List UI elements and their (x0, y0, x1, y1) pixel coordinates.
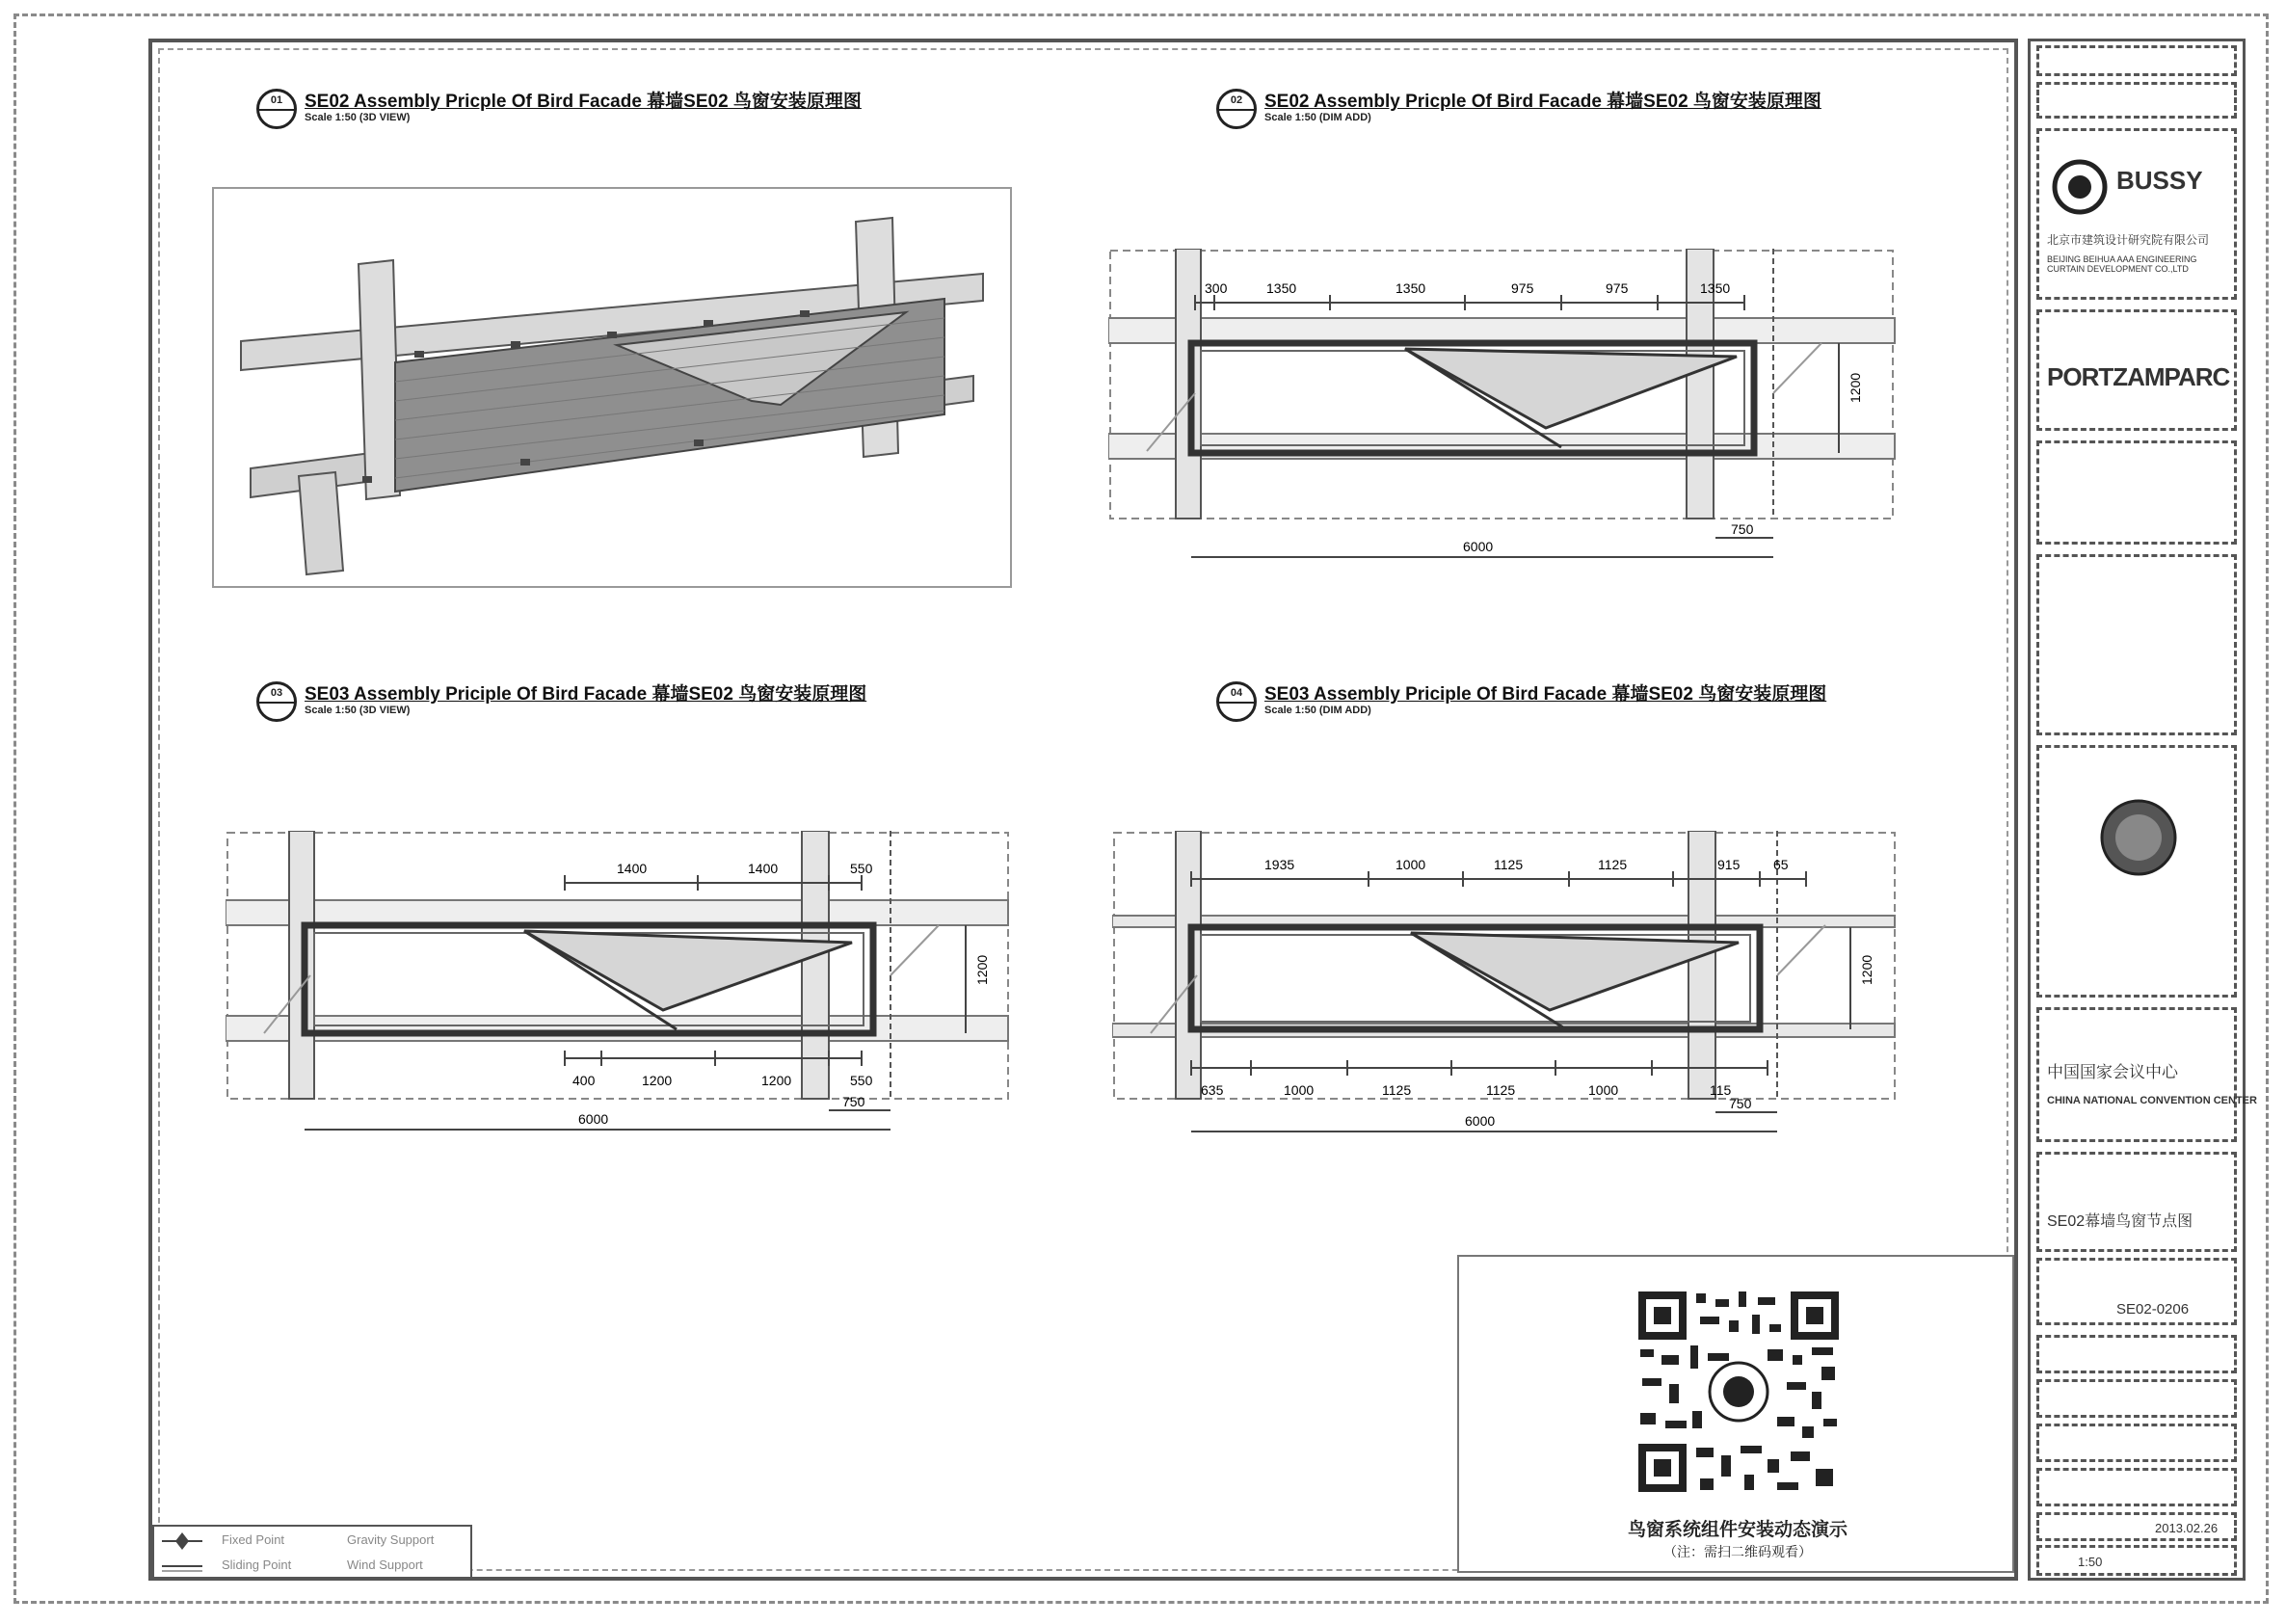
view-4-dim-top-2: 1000 (1396, 857, 1426, 872)
view-4-elevation (1112, 831, 1931, 1149)
view-2-dim-bottom-right: 750 (1731, 521, 1754, 537)
tb-consultant-cell (2036, 440, 2237, 545)
view-4-dim-bottom-right: 750 (1729, 1096, 1752, 1111)
view-3-dim-bottom: 6000 (578, 1111, 609, 1127)
view-1-3d-drawing (212, 187, 1012, 588)
view-3-dim-bottom-3: 1200 (761, 1073, 792, 1088)
drawing-date: 2013.02.26 (2155, 1521, 2219, 1535)
view-1-marker: 01 (256, 89, 297, 129)
view-4-marker: 04 (1216, 681, 1257, 722)
tb-sign-row-3 (2036, 1424, 2237, 1462)
company-name-en: BEIJING BEIHUA AAA ENGINEERING CURTAIN DEVELOPMENT CO.,LTD (2047, 254, 2197, 274)
view-4-dim-top-4: 1125 (1598, 857, 1628, 872)
view-3-dim-bottom-4: 550 (850, 1073, 873, 1088)
tb-drawing-title-cell (2036, 1152, 2237, 1252)
view-3-scale: Scale 1:50 (3D VIEW) (305, 705, 411, 716)
view-4-scale: Scale 1:50 (DIM ADD) (1264, 705, 1371, 716)
view-2-scale: Scale 1:50 (DIM ADD) (1264, 112, 1371, 123)
qr-code-icon[interactable] (1633, 1286, 1845, 1498)
view-2-dim-top-6: 1350 (1700, 280, 1731, 296)
view-2-dim-top-5: 975 (1606, 280, 1629, 296)
view-2-dim-top-4: 975 (1511, 280, 1534, 296)
view-4-dim-bottom-3: 1125 (1382, 1082, 1412, 1098)
tb-client-cell (2036, 745, 2237, 998)
view-4-dim-bottom-6: 115 (1710, 1082, 1732, 1098)
view-4-dim-bottom-1: 635 (1201, 1082, 1224, 1098)
legend-wind-support: Wind Support (347, 1557, 423, 1572)
view-4-dim-top-5: 915 (1717, 857, 1741, 872)
view-1-scale: Scale 1:50 (3D VIEW) (305, 112, 411, 123)
view-4-dim-top-1: 1935 (1264, 857, 1295, 872)
view-4-dim-bottom-4: 1125 (1486, 1082, 1516, 1098)
view-4-dim-top-3: 1125 (1494, 857, 1524, 872)
drawing-scale: 1:50 (2078, 1555, 2103, 1569)
tb-company-cell (2036, 128, 2237, 300)
drawing-title: SE02幕墙鸟窗节点图 (2047, 1213, 2193, 1230)
view-1-title: SE02 Assembly Pricple Of Bird Facade 幕墙SE02 鸟窗安装原理图 (305, 92, 862, 112)
tb-architect-cell (2036, 309, 2237, 431)
view-4-dim-right: 1200 (1859, 954, 1874, 985)
view-2-elevation (1108, 249, 1947, 576)
view-2-marker: 02 (1216, 89, 1257, 129)
company-logo-icon (2051, 158, 2109, 216)
view-4-dim-bottom-5: 1000 (1588, 1082, 1619, 1098)
legend-gravity-support: Gravity Support (347, 1532, 435, 1547)
view-2-title: SE02 Assembly Pricple Of Bird Facade 幕墙SE02 鸟窗安装原理图 (1264, 92, 1821, 112)
view-3-dim-top-2: 1400 (748, 861, 779, 876)
tb-drawing-number-cell (2036, 1258, 2237, 1325)
tb-revision-row (2036, 45, 2237, 76)
tb-scale-row (2036, 1545, 2237, 1576)
view-3-dim-top-3: 550 (850, 861, 873, 876)
view-3-elevation (226, 831, 1035, 1149)
project-name: 中国国家会议中心 (2047, 1063, 2178, 1081)
client-seal-icon (2097, 796, 2180, 879)
tb-status-row (2036, 82, 2237, 119)
view-2-dim-bottom: 6000 (1463, 539, 1494, 554)
view-3-dim-right: 1200 (974, 954, 990, 985)
view-3-dim-bottom-2: 1200 (642, 1073, 673, 1088)
view-4-dim-top-6: 65 (1773, 857, 1789, 872)
company-name: 北京市建筑设计研究院有限公司 (2047, 233, 2210, 247)
legend-sliding-point: Sliding Point (222, 1557, 292, 1572)
tb-date-row (2036, 1512, 2237, 1541)
tb-notes-cell (2036, 554, 2237, 735)
tb-sign-row-1 (2036, 1335, 2237, 1373)
view-3-dim-top-1: 1400 (617, 861, 648, 876)
view-4-title: SE03 Assembly Priciple Of Bird Facade 幕墙SE02 鸟窗安装原理图 (1264, 684, 1827, 705)
view-3-dim-bottom-right: 750 (842, 1094, 865, 1109)
view-4-dim-bottom: 6000 (1465, 1113, 1496, 1129)
tb-sign-row-4 (2036, 1468, 2237, 1506)
qr-panel (1457, 1255, 2014, 1573)
fixed-point-icon (158, 1531, 206, 1552)
company-logo-text: BUSSY (2116, 166, 2203, 195)
qr-caption: 鸟窗系统组件安装动态演示 (1627, 1520, 1847, 1540)
tb-sign-row-2 (2036, 1379, 2237, 1418)
project-name-en: CHINA NATIONAL CONVENTION CENTER (2047, 1095, 2257, 1106)
drawing-number: SE02-0206 (2116, 1301, 2190, 1318)
view-3-dim-bottom-1: 400 (572, 1073, 596, 1088)
view-2-dim-top-3: 1350 (1396, 280, 1426, 296)
qr-subcaption: （注：需扫二维码观看） (1663, 1544, 1812, 1559)
architect-name: PORTZAMPARC (2047, 362, 2230, 391)
legend-table (152, 1525, 472, 1579)
legend-fixed-point: Fixed Point (222, 1532, 285, 1547)
sliding-point-icon (158, 1556, 206, 1577)
view-2-dim-right: 1200 (1847, 372, 1863, 403)
title-block (2028, 39, 2257, 1581)
tb-project-cell (2036, 1007, 2257, 1142)
view-3-marker: 03 (256, 681, 297, 722)
view-4-dim-bottom-2: 1000 (1284, 1082, 1315, 1098)
view-2-dim-top-2: 1350 (1266, 280, 1297, 296)
view-3-title: SE03 Assembly Priciple Of Bird Facade 幕墙SE02 鸟窗安装原理图 (305, 684, 867, 705)
view-2-dim-top-1: 300 (1205, 280, 1228, 296)
